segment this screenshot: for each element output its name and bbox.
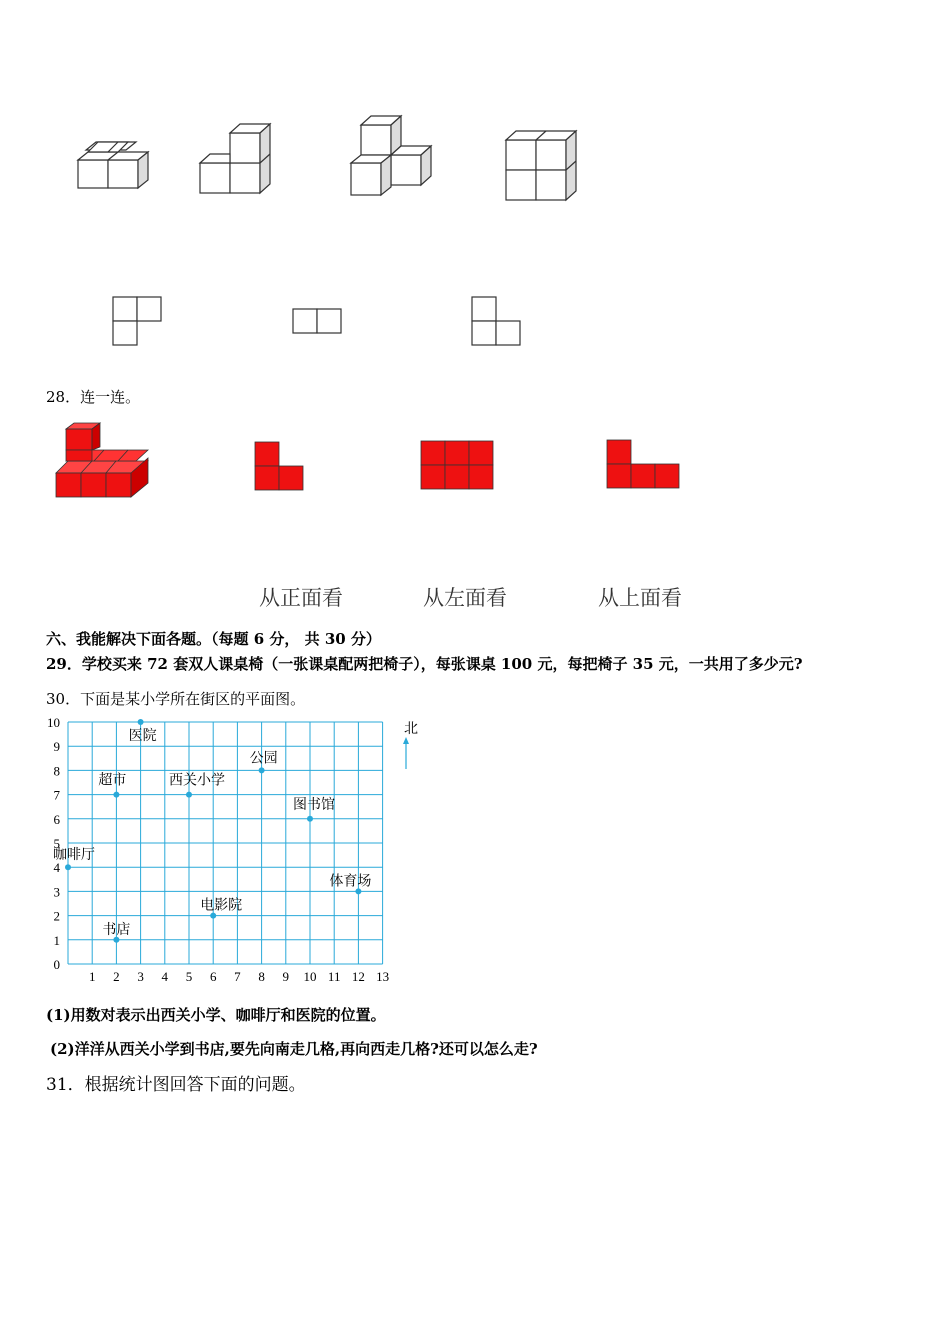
y-tick-label: 4 <box>53 860 60 876</box>
y-tick-label: 3 <box>53 884 60 900</box>
question-28-title: 28．连一连。 <box>46 388 141 406</box>
map-place-label: 体育场 <box>329 873 372 890</box>
x-tick-label: 7 <box>234 969 241 984</box>
y-tick-label: 1 <box>53 932 60 948</box>
y-tick-label: 6 <box>53 811 60 827</box>
x-tick-label: 5 <box>185 969 193 984</box>
y-tick-label: 0 <box>53 957 60 972</box>
map-point <box>186 792 192 798</box>
cube-figure-2 <box>198 122 270 197</box>
map-point <box>259 767 265 773</box>
x-tick-label: 2 <box>113 969 120 984</box>
y-tick-label: 9 <box>53 739 60 755</box>
x-tick-label: 1 <box>88 969 96 984</box>
view-label-top: 从上面看 <box>598 586 682 610</box>
flat-view-1 <box>112 296 164 348</box>
y-tick-label: 10 <box>47 715 60 730</box>
map-place-label: 医院 <box>128 728 157 744</box>
y-tick-label: 7 <box>53 787 60 803</box>
cube-figure-1 <box>76 140 156 195</box>
red-view-b <box>420 440 496 492</box>
x-tick-label: 11 <box>327 969 341 984</box>
map-point <box>307 816 313 822</box>
flat-view-2 <box>292 308 344 336</box>
north-label: 北 <box>404 721 418 737</box>
x-tick-label: 12 <box>351 969 365 984</box>
red-view-a <box>254 441 306 493</box>
map-place-label: 西关小学 <box>169 772 225 789</box>
question-31-title: 31．根据统计图回答下面的问题。 <box>46 1075 306 1095</box>
view-label-front: 从正面看 <box>259 586 343 610</box>
cube-figure-3 <box>349 115 434 200</box>
question-29-text: 29．学校买来 72 套双人课桌椅（一张课桌配两把椅子），每张课桌 100 元，每把椅子 35 元，一共用了多少元? <box>46 655 803 673</box>
x-tick-label: 10 <box>303 969 317 984</box>
map-place-label: 图书馆 <box>293 796 335 813</box>
map-place-label: 电影院 <box>200 897 243 914</box>
question-30-title: 30．下面是某小学所在街区的平面图。 <box>46 690 306 708</box>
red-cube-solid <box>54 427 150 499</box>
north-arrow-head <box>403 737 409 744</box>
map-point <box>65 864 71 870</box>
x-tick-label: 6 <box>209 969 217 984</box>
section-6-title: 六、我能解决下面各题。（每题 6 分， 共 30 分） <box>46 630 381 648</box>
x-tick-label: 4 <box>161 969 169 984</box>
y-tick-label: 8 <box>53 763 60 779</box>
x-tick-label: 9 <box>282 969 290 984</box>
x-tick-label: 8 <box>258 969 265 984</box>
x-tick-label: 13 <box>376 969 390 984</box>
y-tick-label: 5 <box>53 836 60 851</box>
map-point <box>113 792 119 798</box>
street-map <box>40 715 440 990</box>
question-30-part-2: (2)洋洋从西关小学到书店,要先向南走几格,再向西走几格?还可以怎么走? <box>50 1040 538 1058</box>
cube-figure-4 <box>504 130 584 206</box>
map-place-label: 书店 <box>102 921 131 938</box>
x-tick-label: 3 <box>137 969 144 984</box>
map-place-label: 公园 <box>249 750 278 767</box>
view-label-left: 从左面看 <box>423 586 507 610</box>
question-30-part-1: (1)用数对表示出西关小学、咖啡厅和医院的位置。 <box>46 1006 386 1024</box>
map-place-label: 超市 <box>98 772 127 789</box>
red-view-c <box>606 439 682 491</box>
map-place-label: 咖啡厅 <box>53 847 95 864</box>
map-point <box>138 719 144 725</box>
flat-view-3 <box>471 296 523 348</box>
y-tick-label: 2 <box>53 908 60 924</box>
